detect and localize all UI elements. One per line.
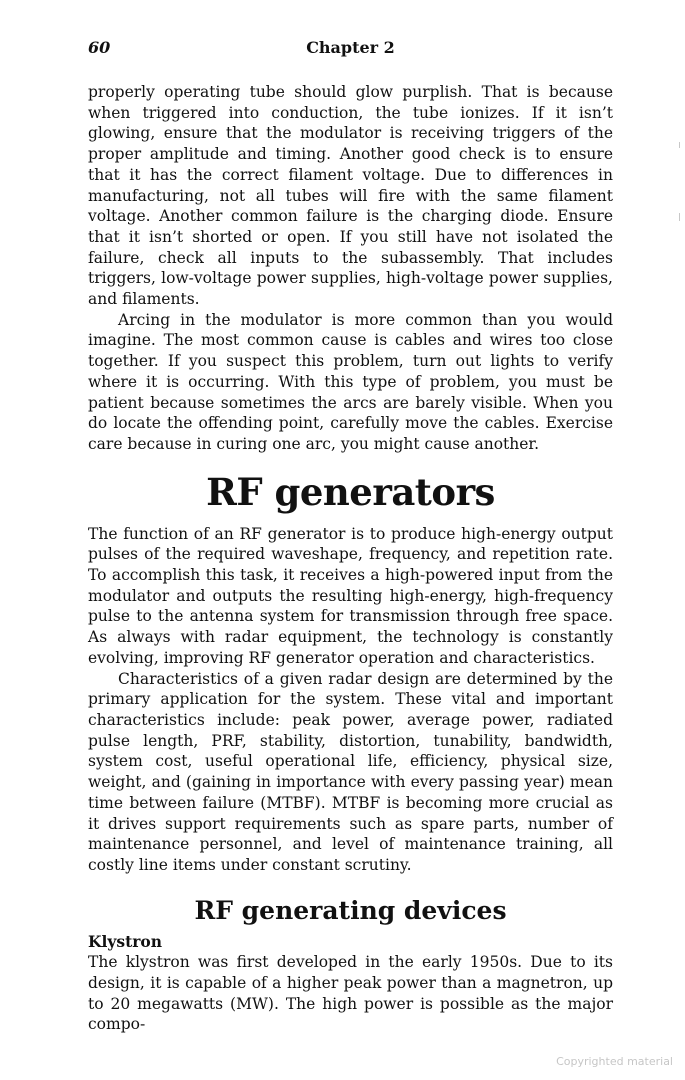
copyright-watermark: Copyrighted material	[556, 1055, 673, 1068]
margin-mark	[679, 142, 680, 148]
margin-mark	[679, 213, 680, 221]
subsection-heading: RF generating devices	[194, 895, 507, 925]
klystron-heading: Klystron	[88, 931, 163, 951]
page-number: 60	[88, 38, 111, 57]
body-paragraph: properly operating tube should glow purplish. That is because when triggered into conduction, the tube ionizes. If it isn’t glowing, ensure that the modulator is receiving triggers of the proper amplitude and timing. Another good check is to ensure that it has the correct filament voltage. Due to differences in manufacturing, not all tubes will fire with the same filament voltage. Another common failure is the charging diode. Ensure that it isn’t shorted or open. If you still have not isolated the failure, check all inputs to the subassembly. That includes triggers, low-voltage power supplies, high-voltage power supplies, and filaments.	[88, 83, 613, 309]
chapter-title: Chapter 2	[306, 38, 395, 57]
section-heading: RF generators	[206, 469, 495, 514]
section-paragraph: The function of an RF generator is to produce high-energy output pulses of the required waveshape, frequency, and repetition rate. To accomplish this task, it receives a high-powered input from the modulator and outputs the resulting high-energy, high-frequency pulse to the antenna system for transmission through free space. As always with radar equipment, the technology is constantly evolving, improving RF generator operation and characteristics.	[88, 524, 613, 667]
running-head	[88, 38, 613, 60]
section-paragraph: Characteristics of a given radar design are determined by the primary application for the system. These vital and important characteristics include: peak power, average power, radiated pulse length, PRF, stability, distortion, tunability, bandwidth, system cost, useful operational life, efficiency, physical size, weight, and (gaining in importance with every passing year) mean time between failure (MTBF). MTBF is becoming more crucial as it drives support requirements such as spare parts, number of maintenance personnel, and level of maintenance training, all costly line items under constant scrutiny.	[88, 669, 613, 874]
body-paragraph: Arcing in the modulator is more common than you would imagine. The most common cause is cables and wires too close together. If you suspect this problem, turn out lights to verify where it is occurring. With this type of problem, you must be patient because sometimes the arcs are barely visible. When you do locate the offending point, carefully move the cables. Exercise care because in curing one arc, you might cause another.	[88, 310, 613, 453]
body-text	[88, 82, 613, 1035]
klystron-paragraph: The klystron was first developed in the early 1950s. Due to its design, it is capable of a higher peak power than a magnetron, up to 20 megawatts (MW). The high power is possible as the major compo-	[88, 953, 613, 1034]
